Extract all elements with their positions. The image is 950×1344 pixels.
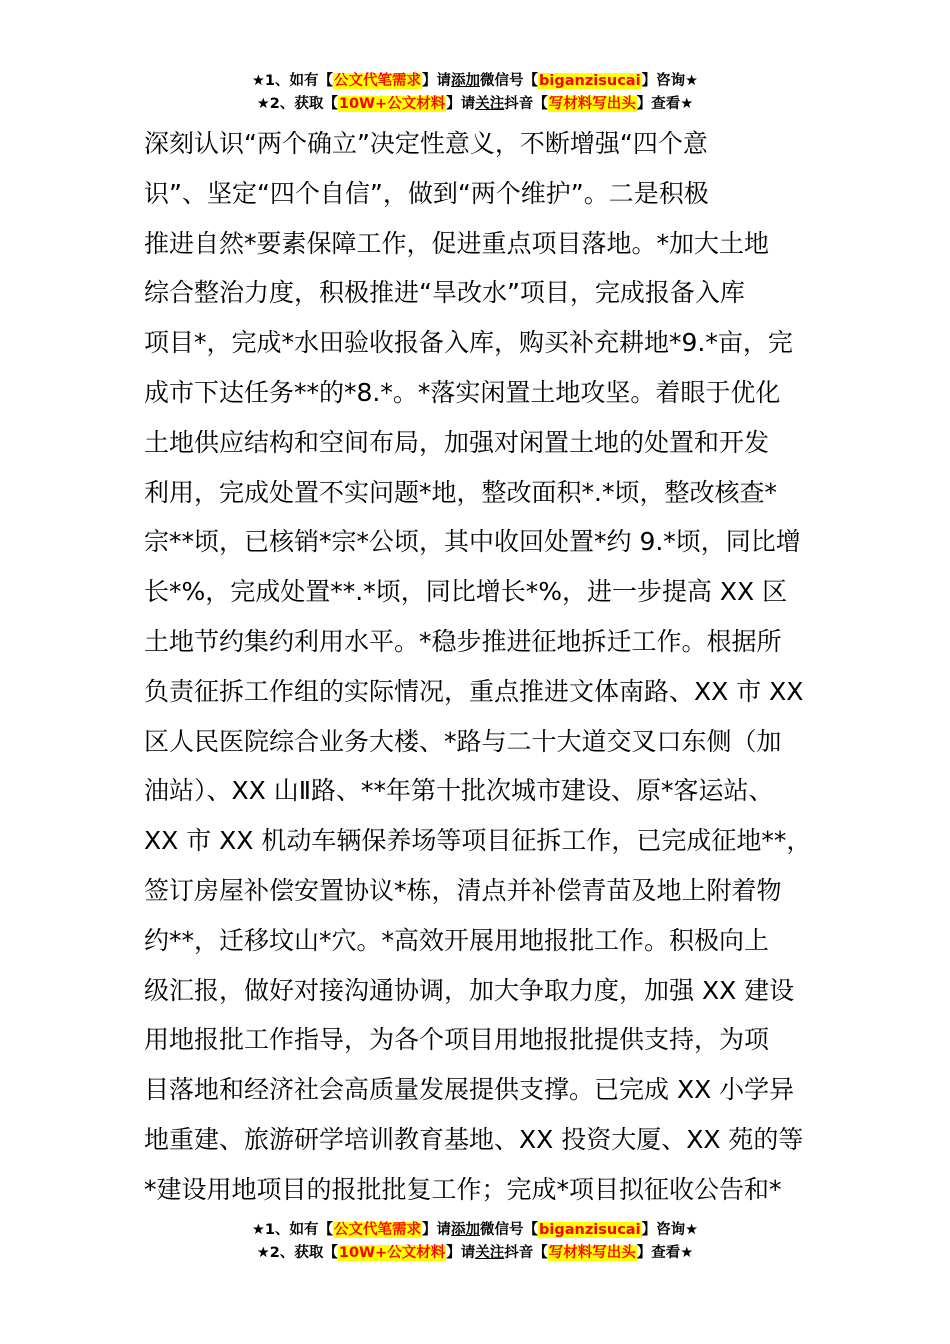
body-line: 地重建、旅游研学培训教育基地、XX 投资大厦、XX 苑的等 xyxy=(144,1124,804,1154)
promo-text: 微信号【 xyxy=(480,73,539,89)
promo-highlight: 写材料写出头 xyxy=(548,96,636,112)
promo-highlight: 10W+公文材料 xyxy=(338,1245,446,1261)
promo-text: 】咨询★ xyxy=(641,73,699,89)
promo-underline: 添加 xyxy=(451,1222,481,1238)
body-line: 长*%，完成处置**.*顷，同比增长*%，进一步提高 XX 区 xyxy=(144,577,788,607)
body-line: 目落地和经济社会高质量发展提供支撑。已完成 XX 小学异 xyxy=(144,1075,795,1105)
promo-highlight: biganzisucai xyxy=(539,1222,641,1238)
promo-text: 微信号【 xyxy=(480,1222,539,1238)
promo-text: 】咨询★ xyxy=(641,1222,699,1238)
body-line: 约**，迁移坟山*穴。*高效开展用地报批工作。积极向上 xyxy=(144,925,770,955)
document-body xyxy=(144,119,824,1215)
promo-line-1 xyxy=(0,1219,950,1242)
promo-text: 】请 xyxy=(422,1222,452,1238)
promo-underline: 关注 xyxy=(475,96,505,112)
promo-text: 抖音【 xyxy=(504,1245,548,1261)
promo-line-2 xyxy=(0,1242,950,1265)
promo-text: 】请 xyxy=(446,1245,476,1261)
body-line: XX 市 XX 机动车辆保养场等项目征拆工作，已完成征地**， xyxy=(144,826,812,856)
promo-text: 】请 xyxy=(446,96,476,112)
body-line: 土地节约集约利用水平。*稳步推进征地拆迁工作。根据所 xyxy=(144,626,782,656)
body-line: 利用，完成处置不实问题*地，整改面积*.*顷，整改核查* xyxy=(144,477,777,507)
promo-text: 】查看★ xyxy=(636,1245,694,1261)
body-line: 签订房屋补偿安置协议*栋，清点并补偿青苗及地上附着物 xyxy=(144,875,782,905)
promo-highlight: 公文代笔需求 xyxy=(334,73,422,89)
body-line: 深刻认识“两个确立”决定性意义，不断增强“四个意 xyxy=(144,129,708,158)
body-line: 级汇报，做好对接沟通协调，加大争取力度，加强 XX 建设 xyxy=(144,975,795,1005)
promo-line-1 xyxy=(0,70,950,93)
promo-footer xyxy=(0,1219,950,1265)
promo-highlight: 10W+公文材料 xyxy=(338,96,446,112)
body-line: 项目*，完成*水田验收报备入库，购买补充耕地*9.*亩，完 xyxy=(144,328,793,358)
promo-text: 抖音【 xyxy=(504,96,548,112)
body-line: 土地供应结构和空间布局，加强对闲置土地的处置和开发 xyxy=(144,427,770,457)
body-line: 宗**顷，已核销*宗*公顷，其中收回处置*约 9.*顷，同比增 xyxy=(144,527,801,557)
promo-underline: 添加 xyxy=(451,73,481,89)
promo-text: 】查看★ xyxy=(636,96,694,112)
promo-text: ★1、如有【 xyxy=(251,73,334,89)
promo-text: ★2、获取【 xyxy=(256,1245,338,1261)
promo-highlight: 写材料写出头 xyxy=(548,1245,636,1261)
promo-text: 】请 xyxy=(422,73,452,89)
body-line: 识”、坚定“四个自信”，做到“两个维护”。二是积极 xyxy=(144,178,709,208)
promo-underline: 关注 xyxy=(475,1245,505,1261)
promo-highlight: 公文代笔需求 xyxy=(334,1222,422,1238)
body-line: 综合整治力度，积极推进“旱改水”项目，完成报备入库 xyxy=(144,278,745,308)
promo-text: ★1、如有【 xyxy=(251,1222,334,1238)
body-line: *建设用地项目的报批批复工作；完成*项目拟征收公告和* xyxy=(144,1174,782,1204)
body-line: 推进自然*要素保障工作，促进重点项目落地。*加大土地 xyxy=(144,228,770,258)
body-line: 区人民医院综合业务大楼、*路与二十大道交叉口东侧（加 xyxy=(144,726,782,756)
body-line: 油站）、XX 山Ⅱ路、**年第十批次城市建设、原*客运站、 xyxy=(144,776,774,806)
promo-highlight: biganzisucai xyxy=(539,73,641,89)
body-line: 成市下达任务**的*8.*。*落实闲置土地攻坚。着眼于优化 xyxy=(144,377,781,407)
promo-header xyxy=(0,70,950,116)
body-line: 负责征拆工作组的实际情况，重点推进文体南路、XX 市 XX xyxy=(144,676,804,706)
body-line: 用地报批工作指导，为各个项目用地报批提供支持，为项 xyxy=(144,1025,770,1055)
promo-line-2 xyxy=(0,93,950,116)
promo-text: ★2、获取【 xyxy=(256,96,338,112)
